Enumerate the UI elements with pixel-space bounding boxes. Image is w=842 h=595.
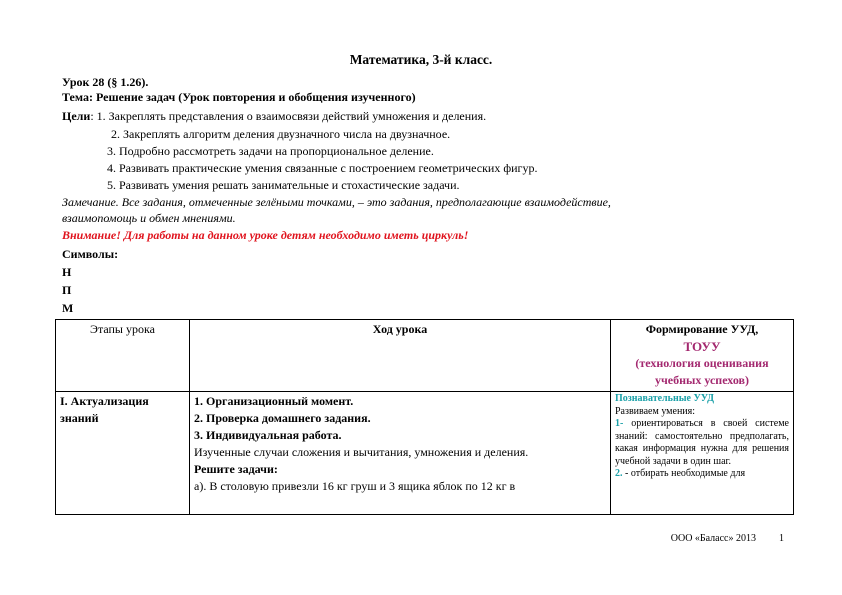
course-text: Изученные случаи сложения и вычитания, умножения и деления.	[194, 445, 529, 459]
lesson-topic	[62, 90, 416, 105]
page-number: 1	[779, 533, 784, 544]
uud-item-2-text: - отбирать необходимые для	[622, 468, 746, 479]
header-touu-desc: (технология оценивания учебных успехов)	[635, 356, 769, 387]
header-stages: Этапы урока	[56, 320, 190, 392]
goal-3: 3. Подробно рассмотреть задачи на пропорциональное деление.	[107, 144, 434, 158]
topic-label: Тема	[62, 90, 89, 104]
goal-4: 4. Развивать практические умения связанные с построением геометрических фигур.	[107, 161, 538, 175]
goal-2: 2. Закреплять алгоритм деления двузначного числа на двузначное.	[111, 127, 451, 141]
header-uud	[611, 320, 794, 392]
goals-label: Цели	[62, 109, 91, 123]
footer-company: ООО «Баласс» 2013	[670, 533, 756, 544]
header-course: Ход урока	[190, 320, 611, 392]
lesson-table	[55, 319, 794, 515]
uud-title: Познавательные УУД	[615, 393, 715, 404]
task-label: Решите задачи:	[194, 462, 278, 476]
course-item-2: 2. Проверка домашнего задания.	[194, 411, 371, 425]
table-row	[56, 392, 794, 515]
note-line-2: взаимопомощь и обмен мнениями.	[62, 211, 236, 225]
course-item-3: 3. Индивидуальная работа.	[194, 428, 342, 442]
page-title: Математика, 3-й класс.	[349, 52, 493, 67]
uud-item-1	[615, 418, 789, 468]
uud-item-2-num: 2.	[615, 468, 623, 479]
stage-name: I. Актуализация знаний	[60, 394, 149, 425]
symbols-label: Символы:	[62, 247, 119, 261]
topic-text: : Решение задач (Урок повторения и обобщения изученного)	[88, 90, 416, 104]
header-touu: ТОУУ	[683, 339, 721, 354]
course-cell	[190, 392, 611, 515]
stage-cell	[56, 392, 190, 515]
uud-item-2	[615, 468, 789, 481]
uud-intro: Развиваем умения:	[615, 405, 696, 417]
uud-item-1-text: ориентироваться в своей системе знаний: самостоятельно предполагать, какая информация нужна для решения учебной задачи в один шаг.	[615, 418, 789, 467]
warning-text: Внимание! Для работы на данном уроке детям необходимо иметь циркуль!	[62, 228, 469, 242]
goal-5: 5. Развивать умения решать занимательные и стохастические задачи.	[107, 178, 460, 192]
symbol-p: П	[62, 283, 72, 297]
uud-cell	[611, 392, 794, 515]
uud-item-1-num: 1-	[615, 418, 624, 429]
task-a: а). В столовую привезли 16 кг груш и 3 ящика яблок по 12 кг в	[194, 479, 516, 493]
table-header-row	[56, 320, 794, 392]
symbol-n: Н	[62, 265, 72, 279]
header-uud-title: Формирование УУД,	[645, 322, 759, 336]
lesson-number: Урок 28 (§ 1.26).	[62, 75, 149, 89]
goal-1	[62, 109, 486, 124]
course-item-1: 1. Организационный момент.	[194, 394, 354, 408]
symbol-m: М	[62, 301, 74, 315]
goal-1-text: : 1. Закреплять представления о взаимосвязи действий умножения и деления.	[90, 109, 487, 123]
note-line-1: Замечание. Все задания, отмеченные зелёными точками, – это задания, предполагающие взаимодействие,	[62, 195, 611, 209]
page-footer	[671, 533, 784, 544]
